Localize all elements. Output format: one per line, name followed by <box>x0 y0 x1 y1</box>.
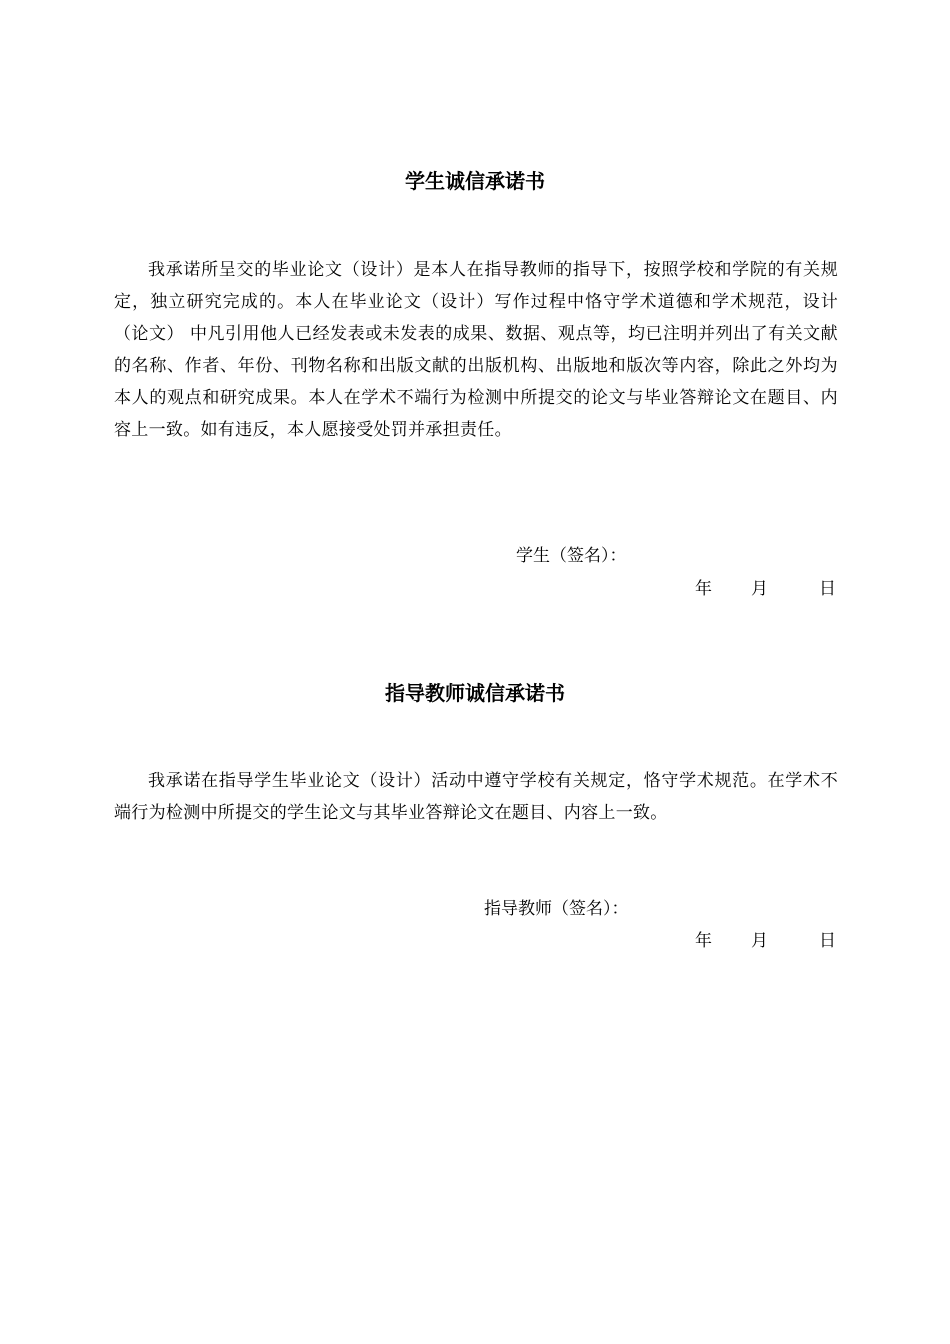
teacher-signature-label: 指导教师（签名）： <box>484 899 629 919</box>
teacher-date-month: 月 <box>751 931 768 951</box>
teacher-date-year: 年 <box>695 931 712 951</box>
student-date-day: 日 <box>819 579 836 599</box>
student-date-year: 年 <box>695 579 712 599</box>
teacher-date-day: 日 <box>819 931 836 951</box>
teacher-pledge-body: 我承诺在指导学生毕业论文（设计）活动中遵守学校有关规定，恪守学术规范。在学术不端行为检测中所提交的学生论文与其毕业答辩论文在题目、内容上一致。 <box>114 771 838 823</box>
student-pledge-body: 我承诺所呈交的毕业论文（设计）是本人在指导教师的指导下，按照学校和学院的有关规定，独立研究完成的。本人在毕业论文（设计）写作过程中恪守学术道德和学术规范，设计（论文） 中凡引用他人已经发表或未发表的成果、数据、观点等，均已注明并列出了有关文献的名称、作者、年份、刊物名称和出版文献的出版机构、出版地和版次等内容，除此之外均为本人的观点和研究成果。本人在学术不端行为检测中所提交的论文与毕业答辩论文在题目、内容上一致。如有违反，本人愿接受处罚并承担责任。 <box>114 260 838 440</box>
student-pledge-title: 学生诚信承诺书 <box>405 169 545 193</box>
student-signature-label: 学生（签名）： <box>516 546 627 566</box>
student-date-month: 月 <box>751 579 768 599</box>
teacher-pledge-title: 指导教师诚信承诺书 <box>385 681 565 705</box>
